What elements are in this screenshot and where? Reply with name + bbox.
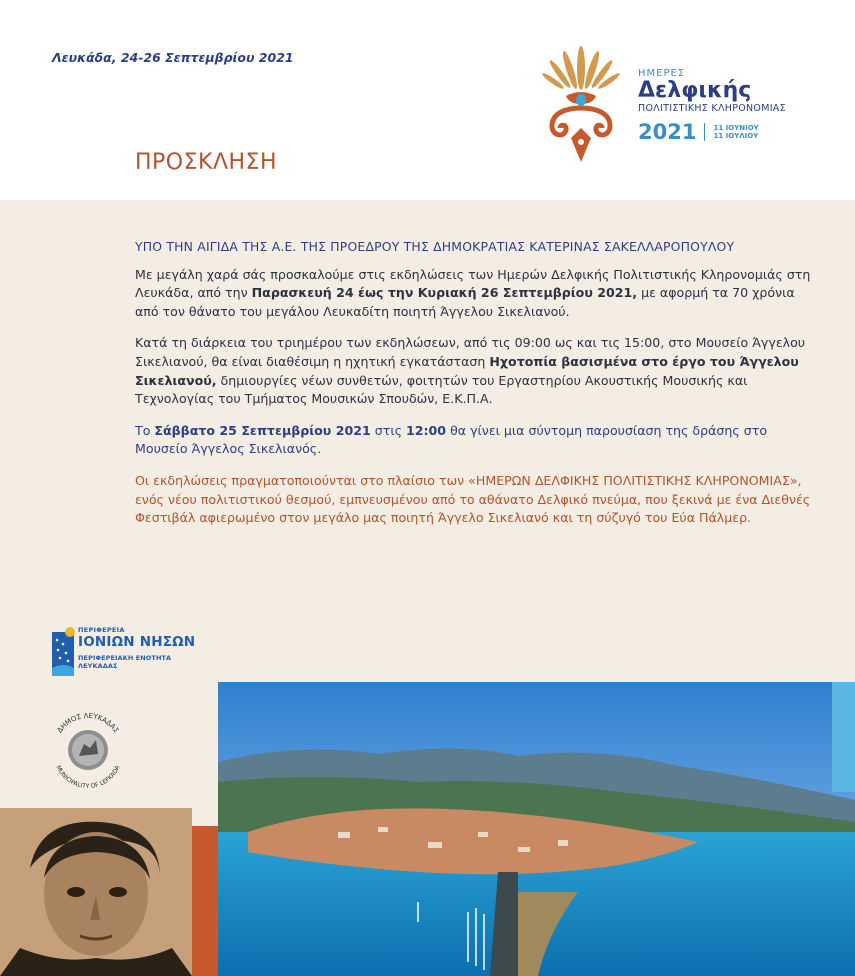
- p2-text-a: Κατά τη διάρκεια του τριημέρου των εκδηλώσεων, από τις 09:00 ως και τις 15:00, στο Μουσείο Άγγελου Σικελιανού, θα είναι διαθέσιμη η ηχητική εγκατάσταση: [135, 335, 806, 369]
- p3-text-e: θα γίνει μια σύντομη παρουσίαση της δράσης στο Μουσείο Άγγελος Σικελιανός.: [135, 422, 768, 457]
- logo-year-row: [638, 120, 786, 144]
- logo-date-a: 11 ΙΟΥΝΙΟΥ: [713, 124, 759, 132]
- logo-line1: ΗΜΕΡΕΣ: [638, 68, 686, 79]
- logo-divider: [704, 123, 705, 141]
- logo-year: 2021: [638, 120, 697, 144]
- accent-bar-orange: [192, 826, 218, 976]
- p1-dates: Παρασκευή 24 έως την Κυριακή 26 Σεπτεμβρίου 2021,: [251, 285, 638, 301]
- p2-text-c: δημιουργίες νέων συνθετών, φοιτητών του Εργαστηρίου Ακουστικής Μουσικής και Τεχνολογίας του Τμήματος Μουσικών Σπουδών, Ε.Κ.Π.Α.: [135, 372, 748, 407]
- region-unit: ΠΕΡΙΦΕΡΕΙΑΚΗ ΕΝΟΤΗΤΑ ΛΕΥΚΑΔΑΣ: [78, 654, 172, 670]
- invitation-text: [135, 238, 815, 541]
- p3-time: 12:00: [405, 422, 447, 438]
- logo-date-b: 11 ΙΟΥΛΙΟΥ: [713, 132, 759, 140]
- p3-text-c: στις: [370, 422, 406, 438]
- festival-logo: [638, 68, 786, 144]
- paragraph-3: [135, 422, 815, 459]
- paragraph-1: [135, 266, 815, 322]
- lefkada-aerial-photo: [218, 682, 855, 976]
- accent-bar-blue: [832, 682, 855, 792]
- region-name: ΙΟΝΙΩΝ ΝΗΣΩΝ: [78, 634, 196, 650]
- page-title: ΠΡΟΣΚΛΗΣΗ: [135, 150, 277, 175]
- logo-line3: ΠΟΛΙΤΙΣΤΙΚΗΣ ΚΛΗΡΟΝΟΜΙΑΣ: [638, 103, 786, 114]
- p3-text-a: Το: [135, 422, 155, 438]
- patronage-line: ΥΠΟ ΤΗΝ ΑΙΓΙΔΑ ΤΗΣ Α.Ε. ΤΗΣ ΠΡΟΕΔΡΟΥ ΤΗΣ ΔΗΜΟΚΡΑΤΙΑΣ ΚΑΤΕΡΙΝΑΣ ΣΑΚΕΛΛΑΡΟΠΟΥΛΟΥ: [135, 239, 735, 254]
- p1-text-c: με αφορμή τα 70 χρόνια από τον θάνατο του μεγάλου Λευκαδίτη ποιητή Άγγελου Σικελιανού.: [135, 285, 795, 319]
- p2-installation: Ηχοτοπία βασισμένα στο έργο του Άγγελου Σικελιανού,: [135, 353, 799, 388]
- lefkada-municipality-seal-icon: [46, 708, 130, 792]
- p3-date: Σάββατο 25 Σεπτεμβρίου 2021: [154, 422, 371, 438]
- poet-portrait: [0, 808, 192, 976]
- paragraph-2: [135, 334, 815, 408]
- logo-line2: Δελφικής: [638, 78, 752, 103]
- ionian-islands-logo: [52, 626, 212, 678]
- seal-top-text: ΔΗΜΟΣ ΛΕΥΚΑΔΑΣ: [55, 711, 121, 735]
- date-line: Λευκάδα, 24-26 Σεπτεμβρίου 2021: [52, 50, 294, 65]
- paragraph-4: Οι εκδηλώσεις πραγματοποιούνται στο πλαίσιο των «ΗΜΕΡΩΝ ΔΕΛΦΙΚΗΣ ΠΟΛΙΤΙΣΤΙΚΗΣ ΚΛΗΡΟΝΟΜΙΑΣ», ενός νέου πολιτιστικού θεσμού, εμπνευσμένου από το αθάνατο Δελφικό πνεύμα, που ξεκινά με ένα Διεθνές Φεστιβάλ αφιερωμένο στον μεγάλο μας ποιητή Άγγελο Σικελιανό και τη σύζυγό του Εύα Πάλμερ.: [135, 472, 811, 526]
- p1-text-a: Με μεγάλη χαρά σάς προσκαλούμε στις εκδηλώσεις των Ημερών Δελφικής Πολιτιστικής Κληρονομιάς στη Λευκάδα, από την: [135, 266, 811, 301]
- logo-dates: [713, 124, 758, 140]
- region-label: ΠΕΡΙΦΕΡΕΙΑ: [78, 626, 125, 634]
- seal-bottom-text: MUNICIPALITY OF LEFKADA: [54, 764, 122, 791]
- palmette-emblem-icon: [538, 38, 624, 166]
- ionian-emblem-icon: [52, 626, 76, 676]
